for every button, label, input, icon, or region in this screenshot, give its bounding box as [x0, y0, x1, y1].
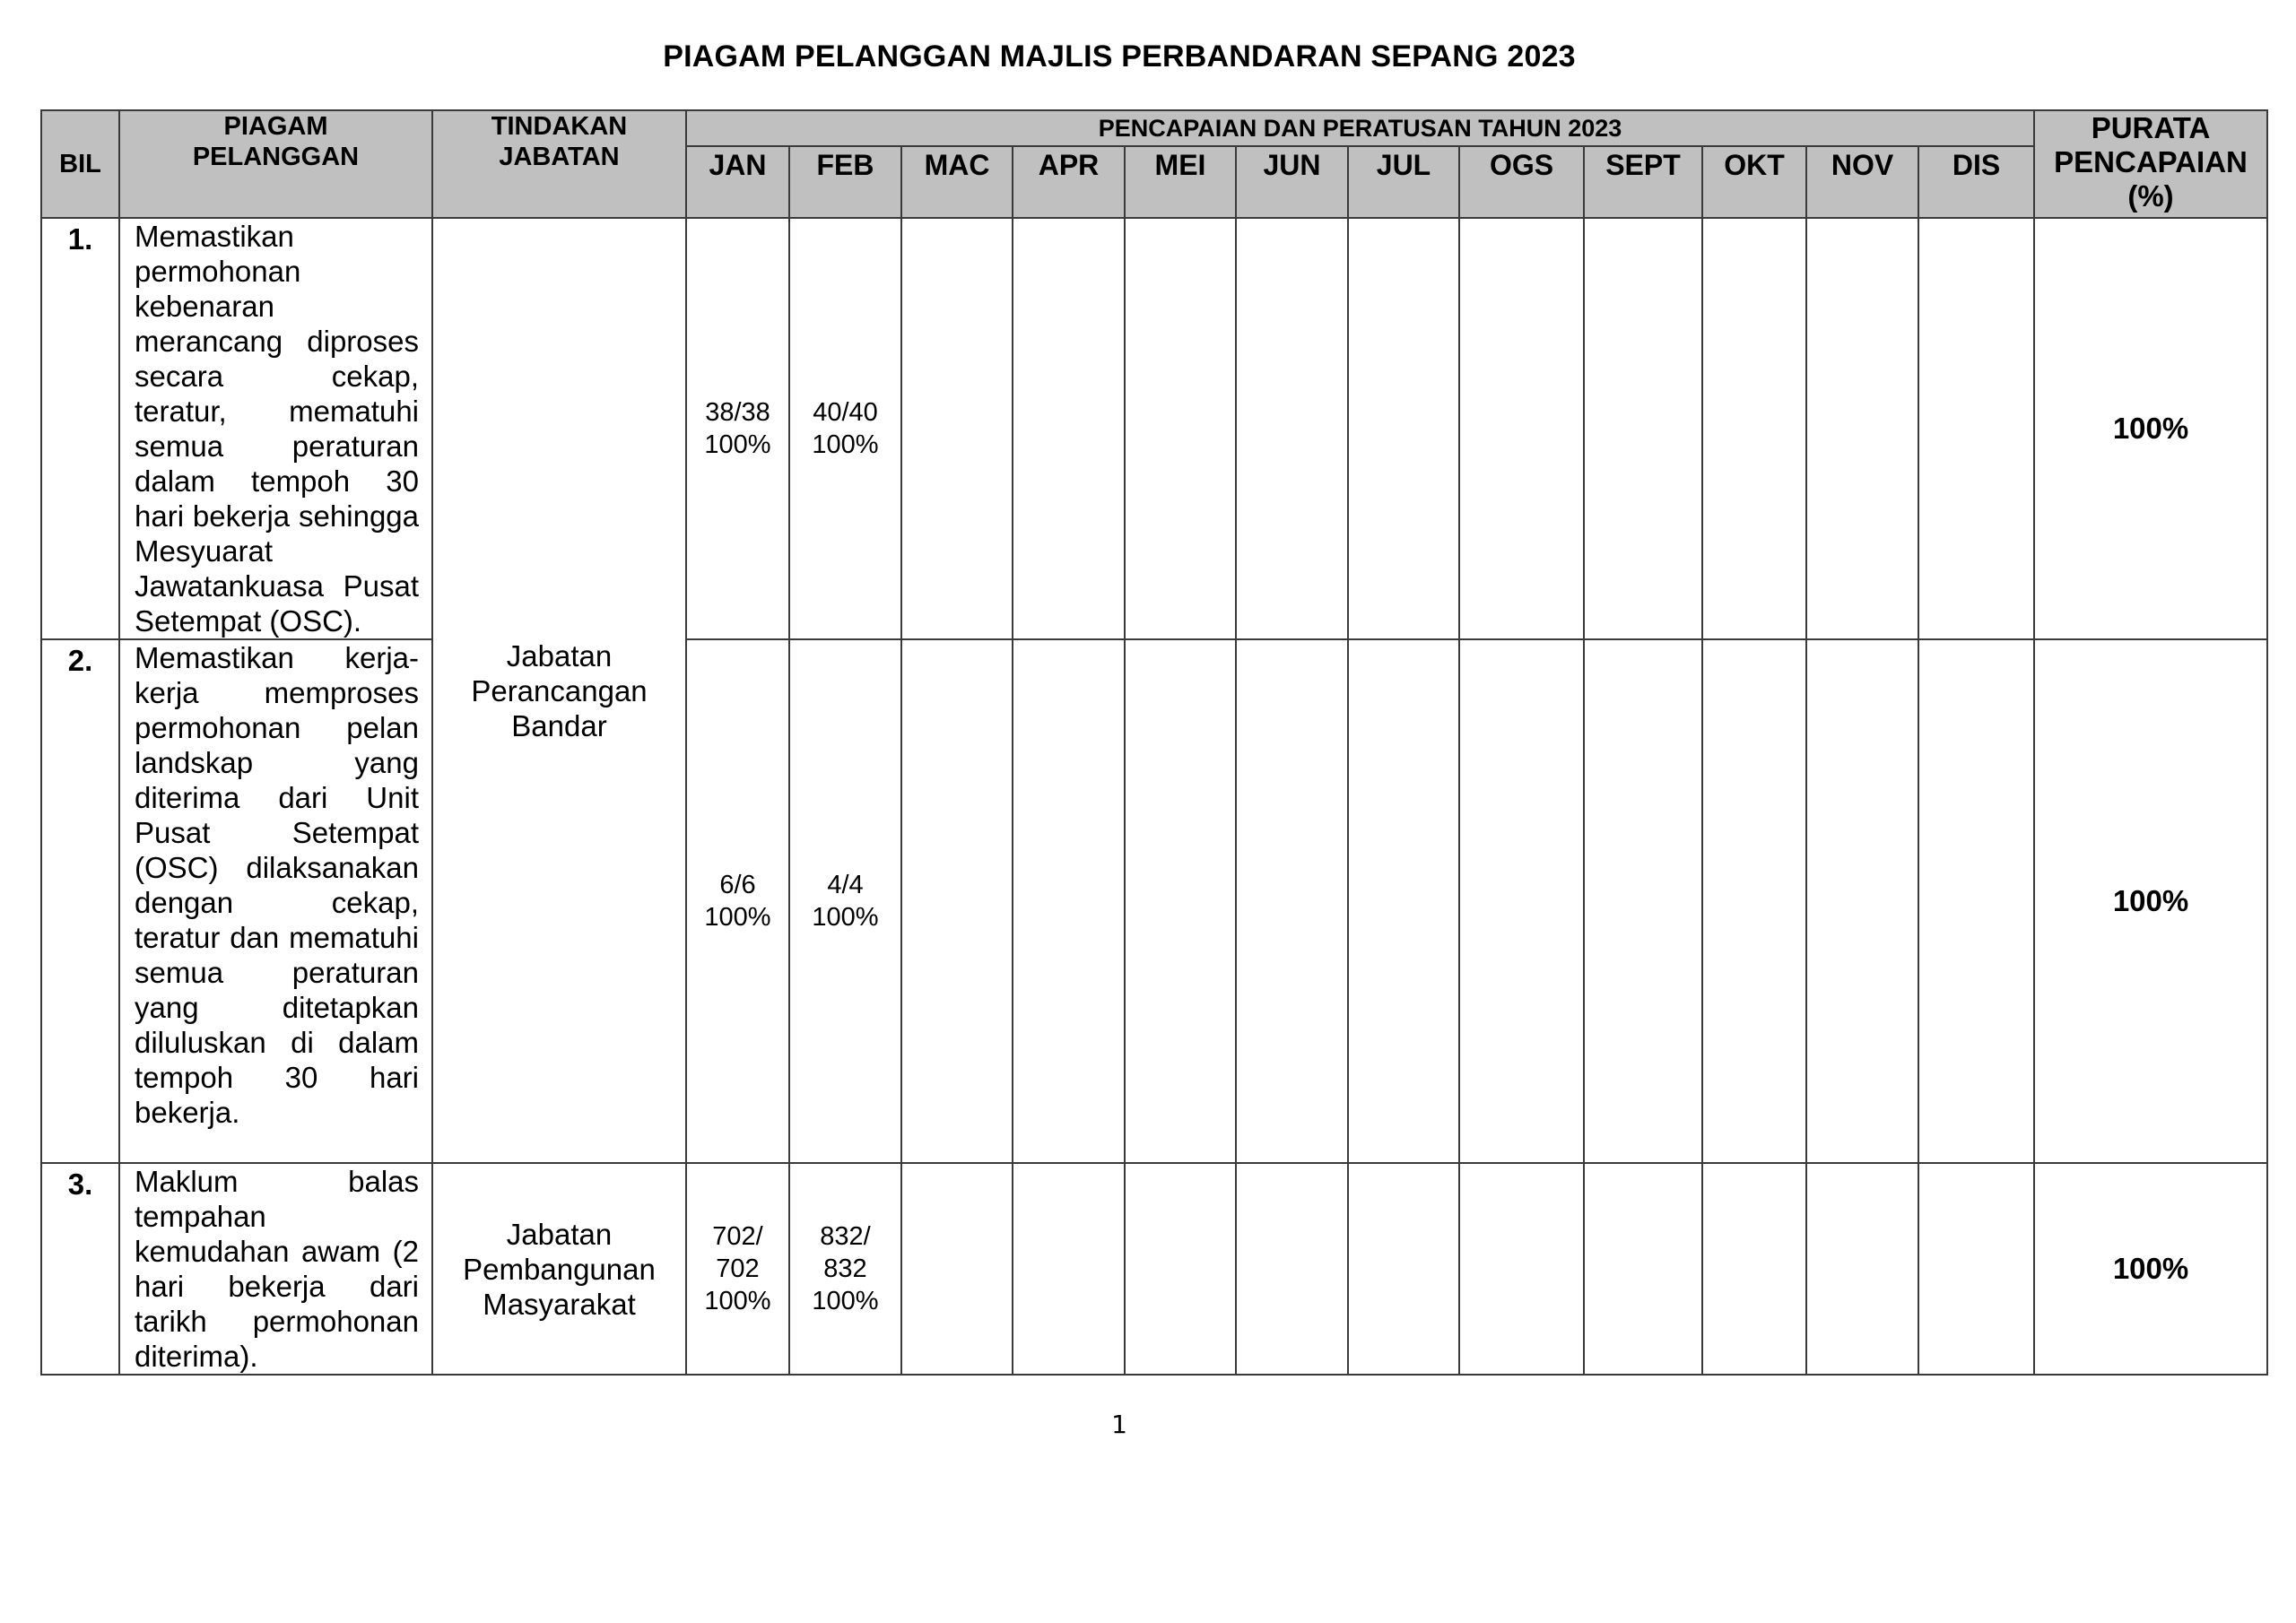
header-purata-pencapaian: PURATA PENCAPAIAN (%): [2034, 110, 2267, 218]
average-achievement: 100%: [2034, 1163, 2267, 1375]
month-cell-empty: [901, 639, 1013, 1163]
month-cell-empty: [1125, 218, 1236, 639]
average-achievement: 100%: [2034, 639, 2267, 1163]
table-row: [41, 218, 2267, 639]
header-row-top: [41, 110, 2267, 146]
jan-count: 702: [716, 1254, 760, 1283]
header-month-ogs: OGS: [1459, 146, 1584, 218]
month-cell-empty: [1459, 218, 1584, 639]
month-cell-empty: [1702, 218, 1806, 639]
header-month-jun: JUN: [1236, 146, 1348, 218]
feb-count: 832/: [820, 1222, 871, 1251]
month-cell-empty: [1918, 1163, 2034, 1375]
feb-value-cell: [789, 1163, 901, 1375]
header-month-mac: MAC: [901, 146, 1013, 218]
charter-description: Memastikan permohonan kebenaran merancang diproses secara cekap, teratur, mematuhi semua peraturan dalam tempoh 30 hari bekerja sehingga Mesyuarat Jawatankuasa Pusat Setempat (OSC).: [119, 218, 432, 639]
jan-count: 38/38: [705, 398, 770, 427]
charter-description: Memastikan kerja-kerja memproses permohonan pelan landskap yang diterima dari Unit Pusat Setempat (OSC) dilaksanakan dengan cekap, teratur dan mematuhi semua peraturan yang ditetapkan diluluskan di dalam tempoh 30 hari bekerja.: [119, 639, 432, 1163]
average-achievement: 100%: [2034, 218, 2267, 639]
department-line: Perancangan: [471, 673, 648, 707]
month-cell-empty: [1584, 639, 1702, 1163]
month-cell-empty: [1348, 1163, 1459, 1375]
month-cell-empty: [1702, 1163, 1806, 1375]
header-month-mei: MEI: [1125, 146, 1236, 218]
month-cell-empty: [1348, 218, 1459, 639]
row-number: 1.: [41, 218, 119, 639]
feb-count: 832: [823, 1254, 867, 1283]
month-cell-empty: [1806, 218, 1918, 639]
jan-value-cell: [686, 1163, 789, 1375]
table-row: [41, 639, 2267, 1163]
jan-percent: 100%: [704, 903, 771, 932]
header-month-jul: JUL: [1348, 146, 1459, 218]
header-month-apr: APR: [1013, 146, 1125, 218]
department-line: Jabatan: [506, 638, 613, 673]
feb-count: 40/40: [813, 398, 878, 427]
department-cell: [432, 218, 686, 1163]
jan-percent: 100%: [704, 430, 771, 459]
feb-value-cell: [789, 218, 901, 639]
feb-value-cell: [789, 639, 901, 1163]
month-cell-empty: [1702, 639, 1806, 1163]
department-line: Bandar: [511, 708, 607, 742]
department-line: Jabatan: [506, 1217, 613, 1251]
month-cell-empty: [1013, 639, 1125, 1163]
header-pencapaian-group: PENCAPAIAN DAN PERATUSAN TAHUN 2023: [686, 110, 2034, 146]
feb-count: 4/4: [827, 871, 864, 899]
month-cell-empty: [1125, 1163, 1236, 1375]
row-number: 2.: [41, 639, 119, 1163]
department-cell: [432, 1163, 686, 1375]
department-line: Pembangunan: [463, 1252, 656, 1286]
month-cell-empty: [1013, 218, 1125, 639]
header-month-dis: DIS: [1918, 146, 2034, 218]
header-month-jan: JAN: [686, 146, 789, 218]
month-cell-empty: [1348, 639, 1459, 1163]
month-cell-empty: [901, 1163, 1013, 1375]
jan-value-cell: [686, 639, 789, 1163]
month-cell-empty: [1013, 1163, 1125, 1375]
month-cell-empty: [1584, 218, 1702, 639]
feb-percent: 100%: [812, 903, 879, 932]
charter-description: Maklum balas tempahan kemudahan awam (2 hari bekerja dari tarikh permohonan diterima).: [119, 1163, 432, 1375]
page-number: 1: [1111, 1410, 1127, 1439]
month-cell-empty: [1918, 639, 2034, 1163]
header-tindakan-jabatan: TINDAKAN JABATAN: [432, 110, 686, 218]
department-line: Masyarakat: [483, 1287, 636, 1321]
month-cell-empty: [1459, 1163, 1584, 1375]
header-piagam-pelanggan: PIAGAM PELANGGAN: [119, 110, 432, 218]
feb-percent: 100%: [812, 430, 879, 459]
row-number: 3.: [41, 1163, 119, 1375]
header-month-okt: OKT: [1702, 146, 1806, 218]
jan-count: 702/: [712, 1222, 763, 1251]
month-cell-empty: [1806, 639, 1918, 1163]
month-cell-empty: [1236, 639, 1348, 1163]
feb-percent: 100%: [812, 1287, 879, 1315]
month-cell-empty: [1918, 218, 2034, 639]
header-month-feb: FEB: [789, 146, 901, 218]
month-cell-empty: [1236, 1163, 1348, 1375]
jan-percent: 100%: [704, 1287, 771, 1315]
table-row: [41, 1163, 2267, 1375]
month-cell-empty: [1806, 1163, 1918, 1375]
customer-charter-table: [40, 109, 2268, 1376]
header-bil: BIL: [41, 110, 119, 218]
jan-count: 6/6: [719, 871, 756, 899]
month-cell-empty: [1584, 1163, 1702, 1375]
month-cell-empty: [1125, 639, 1236, 1163]
month-cell-empty: [1459, 639, 1584, 1163]
header-month-nov: NOV: [1806, 146, 1918, 218]
document-title: PIAGAM PELANGGAN MAJLIS PERBANDARAN SEPANG 2023: [663, 39, 1576, 74]
month-cell-empty: [901, 218, 1013, 639]
header-month-sept: SEPT: [1584, 146, 1702, 218]
month-cell-empty: [1236, 218, 1348, 639]
jan-value-cell: [686, 218, 789, 639]
